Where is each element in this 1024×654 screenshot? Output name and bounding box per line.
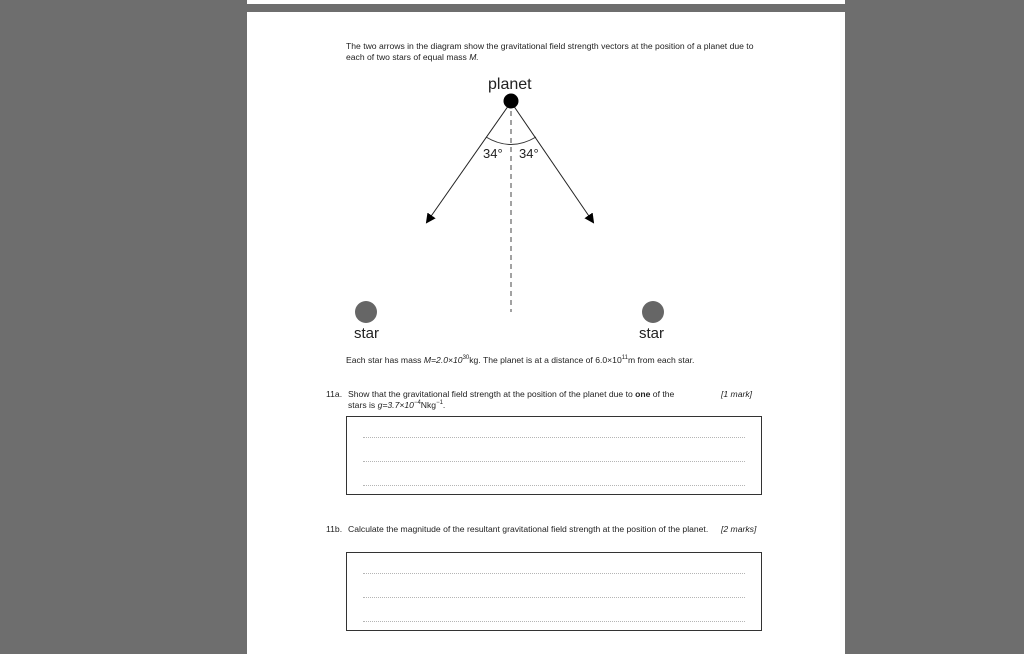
right-star-dot bbox=[642, 301, 664, 323]
q11a-g-exponent: −4 bbox=[413, 400, 421, 407]
intro-sentence: The two arrows in the diagram show the gravitational field strength vectors at the position of a planet due to each of two stars of equal mass bbox=[346, 41, 754, 62]
left-star-dot bbox=[355, 301, 377, 323]
planet-label: planet bbox=[488, 76, 532, 93]
q11a-text bbox=[348, 389, 688, 411]
q11b-text: Calculate the magnitude of the resultant gravitational field strength at the position of the planet. bbox=[348, 524, 709, 534]
planet-dot bbox=[504, 94, 519, 109]
answer-line bbox=[363, 573, 745, 574]
answer-line bbox=[363, 597, 745, 598]
q11a-g-expression: g=3.7×10 bbox=[377, 400, 414, 410]
q11a-answer-box[interactable] bbox=[346, 416, 762, 495]
right-field-vector bbox=[511, 102, 593, 222]
q11b-answer-box[interactable] bbox=[346, 552, 762, 631]
q11a-g-unit: Nkg bbox=[420, 400, 437, 410]
answer-line bbox=[363, 621, 745, 622]
q11a-number: 11a. bbox=[326, 389, 343, 399]
mass-distance-info bbox=[346, 355, 694, 365]
distance-unit-text: m from each star. bbox=[627, 355, 695, 365]
q11a-end: . bbox=[442, 400, 446, 410]
answer-line bbox=[363, 461, 745, 462]
left-field-vector bbox=[427, 102, 511, 222]
mass-expression: M=2.0×10 bbox=[423, 355, 463, 365]
q11a-text-after: of the stars is bbox=[348, 389, 675, 410]
right-angle-label: 34° bbox=[519, 146, 539, 161]
answer-line bbox=[363, 437, 745, 438]
answer-line bbox=[363, 485, 745, 486]
q11b-marks: [2 marks] bbox=[721, 524, 757, 534]
left-star-label: star bbox=[354, 325, 380, 342]
q11a-g-unit-exponent: −1 bbox=[436, 400, 443, 407]
mass-prefix: Each star has mass bbox=[346, 355, 424, 365]
worksheet-page bbox=[247, 12, 845, 654]
previous-page-edge bbox=[247, 0, 845, 4]
field-diagram bbox=[247, 12, 845, 342]
q11a-text-before: Show that the gravitational field strength at the position of the planet due to bbox=[348, 389, 636, 399]
mass-symbol: M. bbox=[469, 52, 479, 62]
q11a-bold-word: one bbox=[635, 389, 651, 399]
distance-exponent: 11 bbox=[621, 355, 628, 362]
q11b-number: 11b. bbox=[326, 524, 343, 534]
right-star-label: star bbox=[639, 325, 665, 342]
left-angle-label: 34° bbox=[483, 146, 503, 161]
mass-exponent: 30 bbox=[462, 355, 470, 362]
q11a-marks: [1 mark] bbox=[721, 389, 753, 399]
mass-unit-text: kg. The planet is at a distance of 6.0×10 bbox=[469, 355, 622, 365]
